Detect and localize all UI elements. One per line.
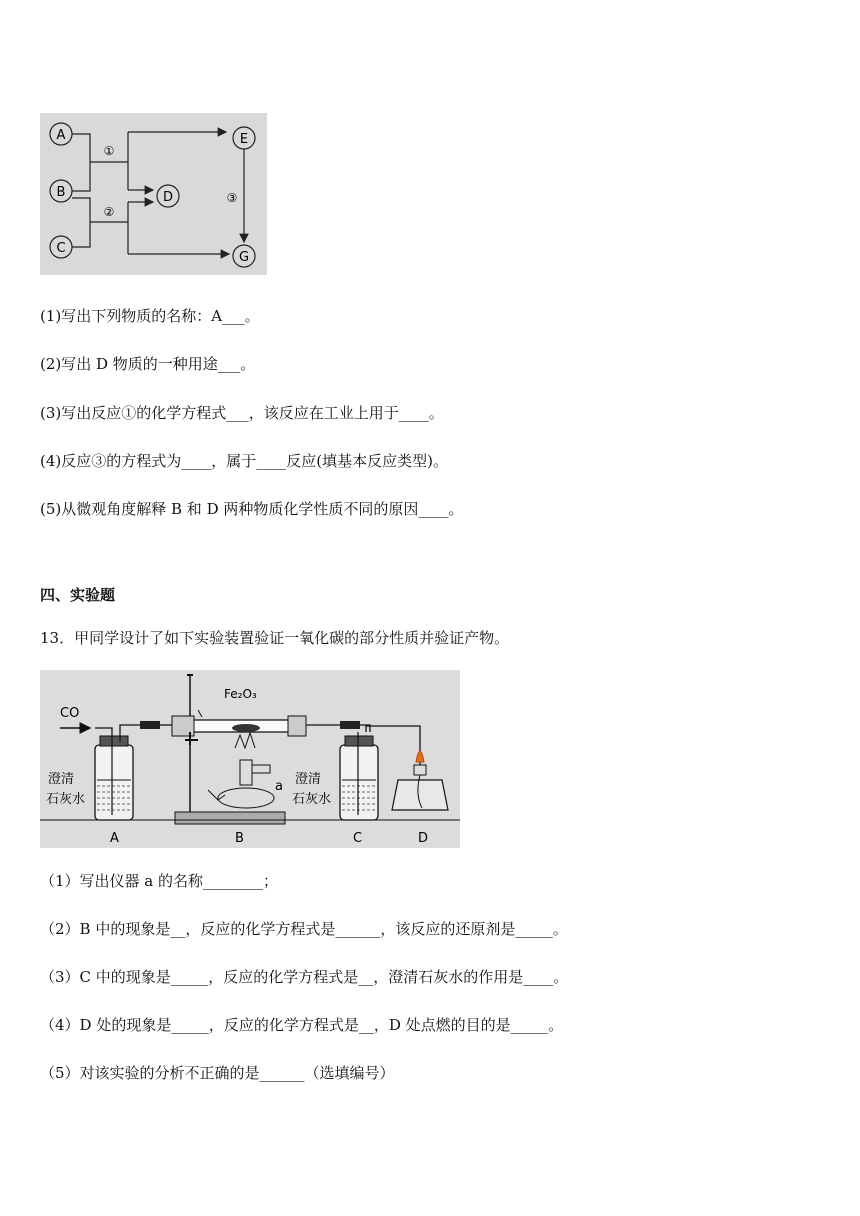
node-g-label: G [238, 250, 250, 265]
label-a: a [275, 779, 283, 794]
question-5: (5)从微观角度解释 B 和 D 两种物质化学性质不同的原因____。 [40, 500, 464, 518]
reaction-1-label: ① [103, 144, 115, 158]
node-a-label: A [56, 128, 66, 143]
label-apparatus-d: D [418, 831, 429, 846]
node-d-label: D [162, 190, 174, 205]
bottle-a [95, 745, 133, 820]
question-4: (4)反应③的方程式为____，属于____反应(填基本反应类型)。 [40, 452, 448, 470]
sub-question-3: （3）C 中的现象是_____，反应的化学方程式是__，澄清石灰水的作用是____。 [40, 968, 569, 986]
node-e-label: E [239, 132, 249, 147]
lime-water-a-2: 石灰水 [46, 792, 86, 807]
sub-question-2: （2）B 中的现象是__，反应的化学方程式是______，该反应的还原剂是_____。 [40, 920, 568, 938]
reaction-2-label: ② [103, 205, 115, 219]
lime-water-c-1: 澄清 [295, 772, 322, 787]
question-3: (3)写出反应①的化学方程式___，该反应在工业上用于____。 [40, 404, 444, 422]
label-apparatus-c: C [353, 831, 363, 846]
label-apparatus-b: B [235, 831, 244, 846]
flowchart-svg [40, 113, 267, 275]
alcohol-lamp [392, 780, 448, 810]
label-apparatus-a: A [110, 831, 119, 846]
node-c-label: C [56, 241, 66, 256]
sub-question-4: （4）D 处的现象是_____，反应的化学方程式是__，D 处点燃的目的是_____。 [40, 1016, 564, 1034]
question-13: 13．甲同学设计了如下实验装置验证一氧化碳的部分性质并验证产物。 [40, 629, 510, 647]
co-label: CO [60, 706, 80, 721]
apparatus-svg [40, 670, 460, 848]
lime-water-c-2: 石灰水 [292, 792, 332, 807]
section-title: 四、实验题 [40, 586, 116, 604]
sub-question-1: （1）写出仪器 a 的名称________； [40, 872, 279, 890]
bottle-c [340, 745, 378, 820]
sub-question-5: （5）对该实验的分析不正确的是______（选填编号） [40, 1064, 395, 1082]
fe2o3-label: Fe₂O₃ [224, 687, 257, 701]
question-2: (2)写出 D 物质的一种用途___。 [40, 355, 256, 373]
apparatus-diagram [40, 670, 460, 848]
lime-water-a-1: 澄清 [48, 772, 75, 787]
flowchart-diagram [40, 113, 267, 275]
question-1: (1)写出下列物质的名称：A___。 [40, 307, 260, 325]
node-b-label: B [56, 185, 66, 200]
reaction-3-label: ③ [226, 191, 238, 205]
